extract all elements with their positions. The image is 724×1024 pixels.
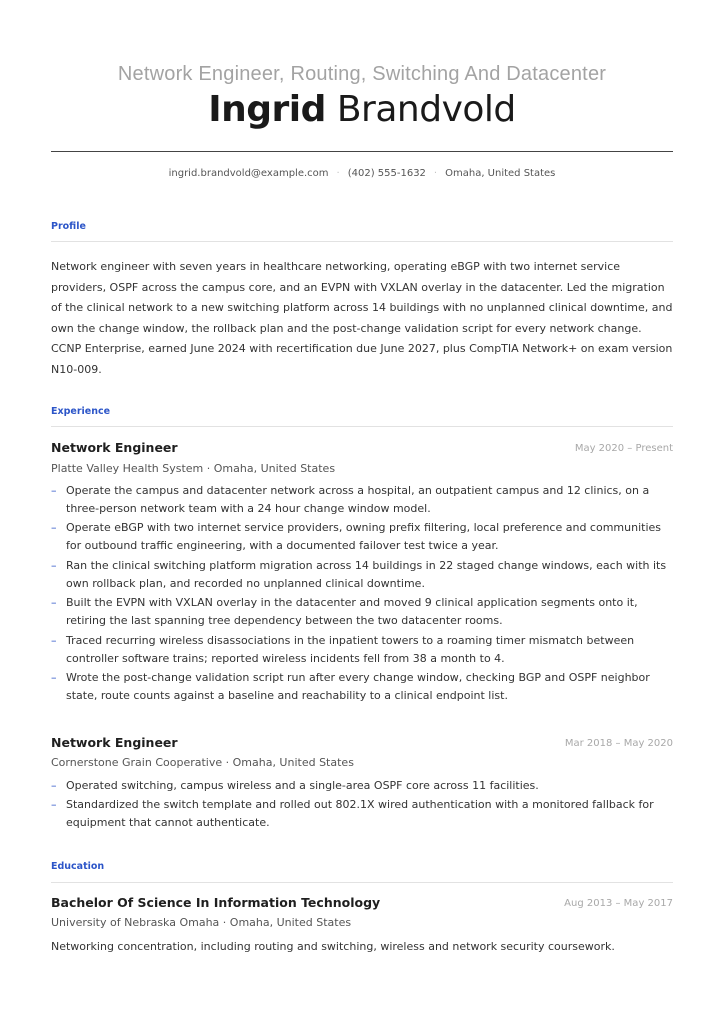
education-description: Networking concentration, including routing and switching, wireless and network security coursework. (51, 940, 615, 953)
dash-icon: – (51, 521, 57, 535)
bullet-text: Operate the campus and datacenter network across a hospital, an outpatient campus and 12 clinics, on a three-person network team with a 24 hour change window model. (66, 484, 650, 515)
dash-icon: – (51, 670, 57, 684)
section-divider (51, 882, 673, 883)
bullet-text: Built the EVPN with VXLAN overlay in the datacenter and moved 9 clinical application segments onto it, retiring the last spanning tree dependency between the two datacenter rooms. (66, 596, 638, 628)
list-item (51, 632, 673, 668)
education-dates: Aug 2013 – May 2017 (564, 898, 673, 909)
bullet-text: Operated switching, campus wireless and a single-area OSPF core across 11 facilities. (66, 779, 539, 792)
school-name: University of Nebraska Omaha · Omaha, United States (51, 916, 352, 929)
email-link[interactable]: ingrid.brandvold@example.com (168, 168, 329, 179)
job-organization: Cornerstone Grain Cooperative · Omaha, United States (51, 756, 354, 769)
header-divider (51, 151, 673, 152)
job-bullets (51, 777, 673, 834)
bullet-text: Standardized the switch template and rolled out 802.1X wired authentication with a monitored fallback for equipment that cannot authenticate. (66, 798, 654, 830)
list-item (51, 482, 673, 518)
job-organization: Platte Valley Health System · Omaha, United States (51, 462, 336, 475)
headline: Network Engineer, Routing, Switching And Datacenter (117, 63, 607, 85)
list-item (51, 796, 673, 832)
job-dates: May 2020 – Present (574, 443, 673, 454)
job-title: Network Engineer (51, 735, 178, 750)
dash-icon: – (51, 484, 57, 497)
section-title-education: Education (51, 861, 105, 872)
bullet-text: Operate eBGP with two internet service providers, owning prefix filtering, local preference and communities for outbound traffic engineering, with a documented failover test twice a year. (66, 521, 661, 553)
dash-icon: – (51, 633, 57, 647)
bullet-text: Traced recurring wireless disassociations in the inpatient towers to a roaming timer mismatch between controller software trains; reported wireless incidents fell from 38 a month to 4. (66, 633, 635, 665)
section-divider (51, 241, 673, 242)
dash-icon: – (51, 779, 57, 792)
profile-summary: Network engineer with seven years in healthcare networking, operating eBGP with two internet service providers, OSPF across the campus core, and an EVPN with VXLAN overlay in the datacenter. Led the migration of the clinical network to a new switching platform across 14 buildings with no unplanned clinical downtime, and own the change window, the rollback plan and the post-change validation script for every network change. CCNP Enterprise, earned June 2024 with recertification due June 2027, plus CompTIA Network+ on exam version N10-009. (51, 260, 673, 376)
contact-separator: · (433, 168, 438, 179)
location: Omaha, United States (445, 168, 556, 179)
job-bullets (51, 482, 673, 706)
phone-number[interactable]: (402) 555-1632 (347, 168, 426, 179)
bullet-text: Wrote the post-change validation script run after every change window, checking BGP and OSPF neighbor state, route counts against a baseline and reachability to a clinical endpoint list. (66, 670, 650, 702)
first-name: Ingrid (208, 89, 326, 130)
dash-icon: – (51, 596, 57, 610)
list-item (51, 557, 673, 593)
dash-icon: – (51, 798, 57, 812)
list-item (51, 594, 673, 630)
dash-icon: – (51, 558, 57, 572)
section-title-experience: Experience (51, 406, 111, 417)
job-title: Network Engineer (51, 440, 178, 455)
list-item (51, 777, 673, 795)
section-title-profile: Profile (51, 221, 86, 232)
last-name: Brandvold (336, 89, 516, 130)
bullet-text: Ran the clinical switching platform migration across 14 buildings in 22 staged change windows, each with its own rollback plan, and recorded no unplanned clinical downtime. (66, 558, 667, 590)
degree-title: Bachelor Of Science In Information Technology (51, 895, 381, 910)
contact-separator: · (336, 168, 340, 179)
candidate-name (51, 86, 673, 134)
job-dates: Mar 2018 – May 2020 (564, 738, 673, 749)
contact-line (51, 168, 673, 179)
list-item (51, 669, 673, 705)
list-item (51, 519, 673, 555)
section-divider (51, 426, 673, 427)
